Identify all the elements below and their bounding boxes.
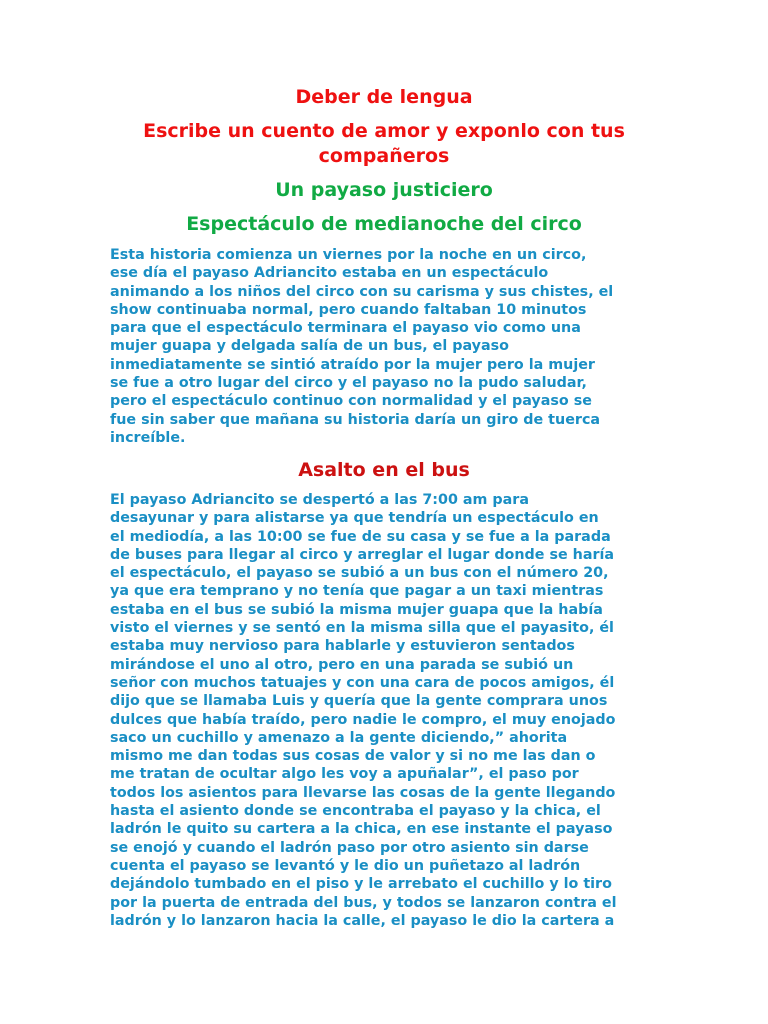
text-line: estaba muy nervioso para hablarle y estuvieron sentados — [110, 638, 575, 655]
heading-story-title: Un payaso justiciero — [275, 179, 493, 201]
text-line: se fue a otro lugar del circo y el payaso no la pudo saludar, — [110, 375, 587, 392]
text-line: de buses para llegar al circo y arreglar el lugar donde se haría — [110, 546, 615, 563]
heading-section-circus: Espectáculo de medianoche del circo — [186, 213, 582, 235]
text-line: para que el espectáculo terminara el payaso vio como una — [110, 320, 581, 337]
text-line: hasta el asiento donde se encontraba el payaso y la chica, el — [110, 803, 601, 820]
text-line: increíble. — [110, 429, 186, 446]
text-line: Esta historia comienza un viernes por la noche en un circo, — [110, 247, 587, 263]
text-line: por la puerta de entrada del bus, y todos se lanzaron contra el — [110, 894, 617, 911]
heading-section-bus: Asalto en el bus — [298, 459, 470, 481]
heading-assignment-line: compañeros — [318, 145, 450, 167]
text-line: ese día el payaso Adriancito estaba en un espectáculo — [110, 265, 549, 282]
text-line: ladrón le quito su cartera a la chica, en ese instante el payaso — [110, 821, 613, 838]
text-line: mirándose el uno al otro, pero en una parada se subió un — [110, 656, 574, 673]
text-line: mismo me dan todas sus cosas de valor y si no me las dan o — [110, 748, 596, 765]
text-line: mujer guapa y delgada salía de un bus, el payaso — [110, 338, 509, 355]
text-line: estaba en el bus se subió la misma mujer guapa que la había — [110, 601, 603, 618]
text-line: inmediatamente se sintió atraído por la mujer pero la mujer — [110, 356, 595, 373]
text-line: show continuaba normal, pero cuando faltaban 10 minutos — [110, 301, 587, 318]
text-line: ladrón y lo lanzaron hacia la calle, el payaso le dio la cartera a — [110, 912, 615, 929]
text-line: me tratan de ocultar algo les voy a apuñalar”, el paso por — [110, 766, 579, 783]
text-line: desayunar y para alistarse ya que tendría un espectáculo en — [110, 510, 599, 527]
text-line: se enojó y cuando el ladrón paso por otro asiento sin darse — [110, 839, 589, 856]
text-line: todos los asientos para llevarse las cosas de la gente llegando — [110, 784, 616, 801]
text-line: dulces que había traído, pero nadie le compro, el muy enojado — [110, 711, 616, 728]
text-line: señor con muchos tatuajes y con una cara de pocos amigos, él — [110, 674, 615, 691]
text-line: ya que era temprano y no tenía que pagar a un taxi mientras — [110, 583, 604, 600]
text-line: el mediodía, a las 10:00 se fue de su casa y se fue a la parada — [110, 528, 611, 545]
text-line: visto el viernes y se sentó en la misma silla que el payasito, él — [110, 620, 614, 637]
heading-deber-de-lengua: Deber de lengua — [295, 86, 473, 108]
heading-assignment-line: Escribe un cuento de amor y exponlo con tus — [143, 120, 625, 142]
heading-assignment — [0, 119, 768, 169]
text-line: animando a los niños del circo con su carisma y sus chistes, el — [110, 283, 614, 300]
paragraph-circus — [110, 246, 670, 447]
paragraph-bus — [110, 491, 670, 930]
text-line: dejándolo tumbado en el piso y le arrebato el cuchillo y lo tiro — [110, 876, 612, 893]
text-line: fue sin saber que mañana su historia daría un giro de tuerca — [110, 411, 601, 428]
text-line: el espectáculo, el payaso se subió a un bus con el número 20, — [110, 565, 609, 582]
text-line: saco un cuchillo y amenazo a la gente diciendo,” ahorita — [110, 729, 568, 746]
text-line: pero el espectáculo continuo con normalidad y el payaso se — [110, 393, 592, 410]
text-line: El payaso Adriancito se despertó a las 7:00 am para — [110, 492, 529, 508]
text-line: dijo que se llamaba Luis y quería que la gente comprara unos — [110, 693, 608, 710]
text-line: cuenta el payaso se levantó y le dio un puñetazo al ladrón — [110, 857, 581, 874]
